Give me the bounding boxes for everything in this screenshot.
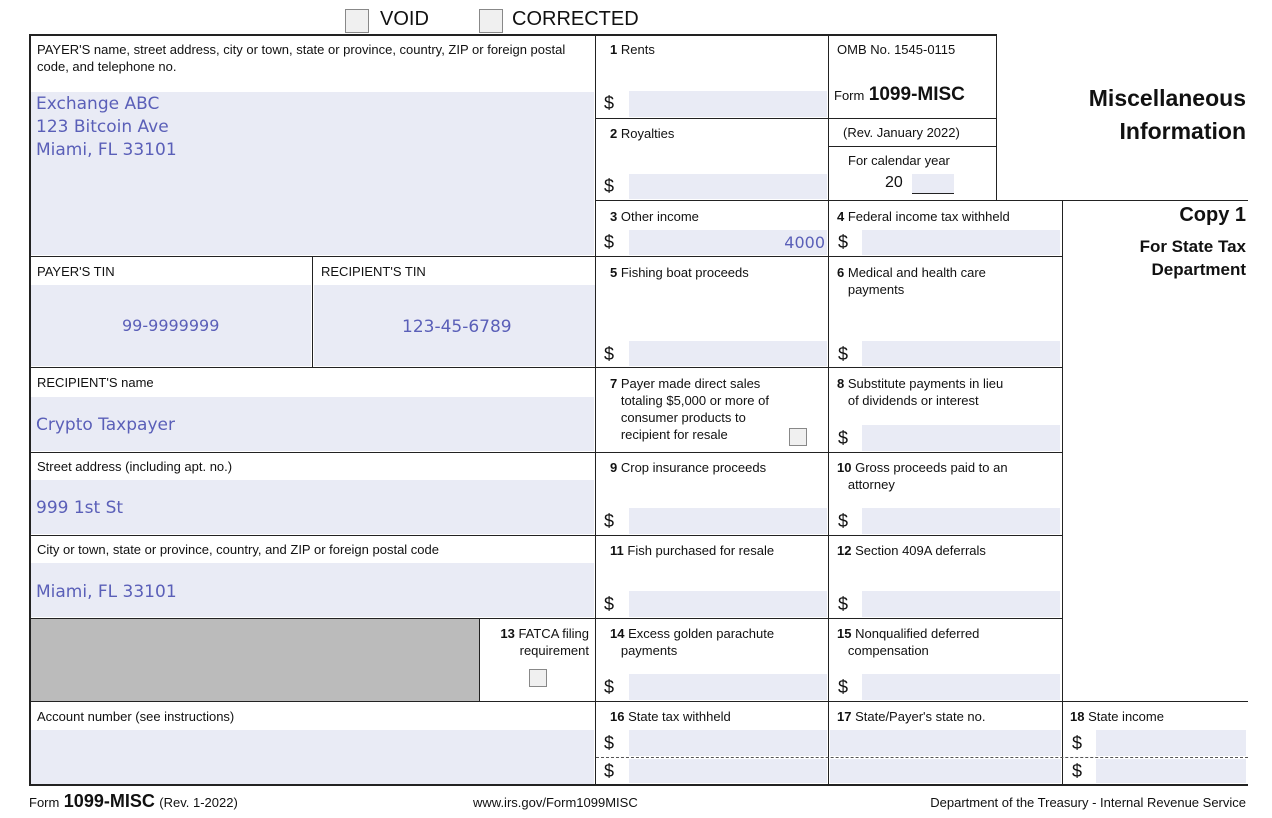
line-box11-bottom <box>596 618 1063 619</box>
box7-text3: consumer products to <box>620 410 746 425</box>
box16-field-2[interactable] <box>629 759 827 783</box>
footer-revision: (Rev. 1-2022) <box>159 795 238 810</box>
box13-text2: requirement <box>519 643 589 658</box>
box7-text2: totaling $5,000 or more of <box>620 393 769 408</box>
street-label: Street address (including apt. no.) <box>37 459 233 474</box>
box3-label <box>610 208 699 225</box>
box13-num: 13 <box>500 626 515 641</box>
box10-label <box>837 459 1008 493</box>
box12-num: 12 <box>837 543 852 558</box>
year-field[interactable] <box>912 174 954 194</box>
line-name-bottom <box>29 452 596 453</box>
box5-num: 5 <box>610 265 618 280</box>
line-omb-2 <box>829 146 997 147</box>
line-box1-bottom <box>596 118 829 119</box>
box1-label <box>610 41 655 58</box>
box15-num: 15 <box>837 626 852 641</box>
box8-dollar: $ <box>838 428 849 448</box>
box11-text: Fish purchased for resale <box>627 543 775 558</box>
box18-text: State income <box>1088 709 1164 724</box>
footer-form-word: Form <box>29 795 60 810</box>
box2-num: 2 <box>610 126 618 141</box>
box8-field[interactable] <box>862 425 1060 451</box>
box6-field[interactable] <box>862 341 1060 366</box>
footer-url[interactable]: www.irs.gov/Form1099MISC <box>473 795 638 810</box>
payer-tin-label: PAYER'S TIN <box>37 264 115 279</box>
corrected-label: CORRECTED <box>512 8 639 30</box>
box10-text2: attorney <box>847 477 895 492</box>
box4-dollar: $ <box>838 232 849 252</box>
box14-field[interactable] <box>629 674 827 700</box>
box16-num: 16 <box>610 709 625 724</box>
box15-label <box>837 625 979 659</box>
box13-text1: FATCA filing <box>518 626 589 641</box>
box7-num: 7 <box>610 376 618 391</box>
box18-dollar-1: $ <box>1072 733 1083 753</box>
divider-right-col <box>1062 200 1063 786</box>
box8-label <box>837 375 1003 409</box>
box9-text: Crop insurance proceeds <box>620 460 767 475</box>
box1-dollar: $ <box>604 93 615 113</box>
box2-text: Royalties <box>620 126 675 141</box>
box8-text1: Substitute payments in lieu <box>847 376 1004 391</box>
box4-field[interactable] <box>862 230 1060 255</box>
box12-text: Section 409A deferrals <box>855 543 986 558</box>
payer-tin-value: 99-9999999 <box>122 316 220 335</box>
box5-text: Fishing boat proceeds <box>620 265 749 280</box>
box11-label <box>610 542 774 559</box>
recipient-name-label: RECIPIENT'S name <box>37 375 154 390</box>
line-box9-bottom <box>596 535 1063 536</box>
void-label: VOID <box>380 8 429 30</box>
box15-text1: Nonqualified deferred <box>855 626 980 641</box>
box7-checkbox[interactable] <box>789 428 807 446</box>
frame-line-row16 <box>1063 701 1248 702</box>
box1-num: 1 <box>610 42 618 57</box>
footer-form-name: 1099-MISC <box>63 791 155 811</box>
payer-name: Exchange ABC <box>36 94 160 114</box>
box9-dollar: $ <box>604 511 615 531</box>
box1-text: Rents <box>620 42 655 57</box>
frame-bottom-right <box>996 784 1248 786</box>
box12-label <box>837 542 986 559</box>
box15-field[interactable] <box>862 674 1060 700</box>
box2-label <box>610 125 674 142</box>
box9-num: 9 <box>610 460 618 475</box>
box15-dollar: $ <box>838 677 849 697</box>
box2-dollar: $ <box>604 176 615 196</box>
box9-field[interactable] <box>629 508 827 534</box>
line-box2-bottom <box>596 200 1063 201</box>
account-field[interactable] <box>31 730 594 784</box>
box10-text1: Gross proceeds paid to an <box>855 460 1008 475</box>
box18-field-2[interactable] <box>1096 759 1246 783</box>
box14-dollar: $ <box>604 677 615 697</box>
box15-text2: compensation <box>847 643 929 658</box>
box11-num: 11 <box>610 543 624 558</box>
box14-label <box>610 625 774 659</box>
box14-text1: Excess golden parachute <box>628 626 775 641</box>
divider-left-col <box>595 34 596 786</box>
street-value: 999 1st St <box>36 498 124 518</box>
line-box14-bottom <box>596 701 1063 702</box>
box3-text: Other income <box>620 209 699 224</box>
line-fatca-bottom <box>29 701 596 702</box>
line-tin-bottom <box>29 367 596 368</box>
box8-num: 8 <box>837 376 845 391</box>
box5-field[interactable] <box>629 341 827 366</box>
box7-label <box>610 375 769 443</box>
frame-right-top <box>996 34 997 200</box>
box17-text: State/Payer's state no. <box>855 709 986 724</box>
payer-street: 123 Bitcoin Ave <box>36 117 169 137</box>
city-label: City or town, state or province, country, and ZIP or foreign postal code <box>37 542 439 557</box>
account-label: Account number (see instructions) <box>37 709 235 724</box>
line-street-bottom <box>29 535 596 536</box>
recipient-tin-value: 123-45-6789 <box>402 317 512 337</box>
box13-label <box>482 625 589 659</box>
year-prefix: 20 <box>885 174 903 191</box>
line-box5-bottom <box>596 367 1063 368</box>
box10-num: 10 <box>837 460 852 475</box>
city-value: Miami, FL 33101 <box>36 582 177 602</box>
box16-dollar-1: $ <box>604 733 615 753</box>
box12-field[interactable] <box>862 591 1060 617</box>
recipient-name-value: Crypto Taxpayer <box>36 415 175 435</box>
form-title-line2: Information <box>1119 118 1246 144</box>
payer-label: PAYER'S name, street address, city or town, state or province, country, ZIP or foreign postal code, and telephone no. <box>37 42 566 74</box>
box5-dollar: $ <box>604 344 615 364</box>
form-name-block <box>834 84 965 106</box>
form-name: 1099-MISC <box>868 84 965 105</box>
form-revision: (Rev. January 2022) <box>843 125 960 140</box>
box6-label <box>837 264 986 298</box>
box6-text2: payments <box>847 282 905 297</box>
box4-text: Federal income tax withheld <box>847 209 1010 224</box>
box1-field[interactable] <box>629 91 827 117</box>
box14-text2: payments <box>620 643 678 658</box>
box17-label <box>837 708 985 725</box>
payer-city: Miami, FL 33101 <box>36 140 177 160</box>
box17-field-1[interactable] <box>830 730 1061 756</box>
box16-field-1[interactable] <box>629 730 827 756</box>
box12-dollar: $ <box>838 594 849 614</box>
box4-label <box>837 208 1010 225</box>
recipient-tin-label: RECIPIENT'S TIN <box>321 264 426 279</box>
box16-text: State tax withheld <box>628 709 731 724</box>
form-word: Form <box>834 88 865 103</box>
line-box7-bottom <box>596 452 1063 453</box>
box16-dollar-2: $ <box>604 761 615 781</box>
line-omb-1 <box>829 118 997 119</box>
box3-dollar: $ <box>604 232 615 252</box>
dashed-line-state <box>596 757 1248 758</box>
box11-dollar: $ <box>604 594 615 614</box>
box17-num: 17 <box>837 709 852 724</box>
box6-num: 6 <box>837 265 845 280</box>
box10-field[interactable] <box>862 508 1060 534</box>
form-title-line1: Miscellaneous <box>1088 85 1246 111</box>
footer-department: Department of the Treasury - Internal Revenue Service <box>930 795 1246 810</box>
shaded-block <box>31 619 479 701</box>
copy-title: Copy 1 <box>1179 204 1246 226</box>
omb-number: OMB No. 1545-0115 <box>837 42 956 57</box>
copy-line1: For State Tax <box>1139 237 1246 256</box>
footer-form-id <box>29 791 238 812</box>
box18-num: 18 <box>1070 709 1085 724</box>
box2-field[interactable] <box>629 174 827 199</box>
box3-num: 3 <box>610 209 618 224</box>
box18-label <box>1070 708 1164 725</box>
box8-text2: of dividends or interest <box>847 393 979 408</box>
box18-dollar-2: $ <box>1072 761 1083 781</box>
box5-label <box>610 264 749 281</box>
box7-text1: Payer made direct sales <box>620 376 761 391</box>
box6-text1: Medical and health care <box>847 265 986 280</box>
corrected-checkbox[interactable] <box>479 9 503 33</box>
line-box3-bottom <box>596 256 1063 257</box>
void-checkbox[interactable] <box>345 9 369 33</box>
box14-num: 14 <box>610 626 625 641</box>
line-payer-bottom <box>29 256 596 257</box>
box10-dollar: $ <box>838 511 849 531</box>
box17-field-2[interactable] <box>830 759 1061 783</box>
box18-field-1[interactable] <box>1096 730 1246 756</box>
box11-field[interactable] <box>629 591 827 617</box>
box9-label <box>610 459 766 476</box>
copy-line2: Department <box>1151 260 1246 279</box>
fatca-checkbox[interactable] <box>529 669 547 687</box>
box7-text4: recipient for resale <box>620 427 728 442</box>
box4-num: 4 <box>837 209 845 224</box>
box3-value: 4000 <box>784 233 825 252</box>
box6-dollar: $ <box>838 344 849 364</box>
divider-tins <box>312 256 313 368</box>
box16-label <box>610 708 731 725</box>
calendar-year-label: For calendar year <box>848 153 950 168</box>
divider-fatca <box>479 619 480 702</box>
